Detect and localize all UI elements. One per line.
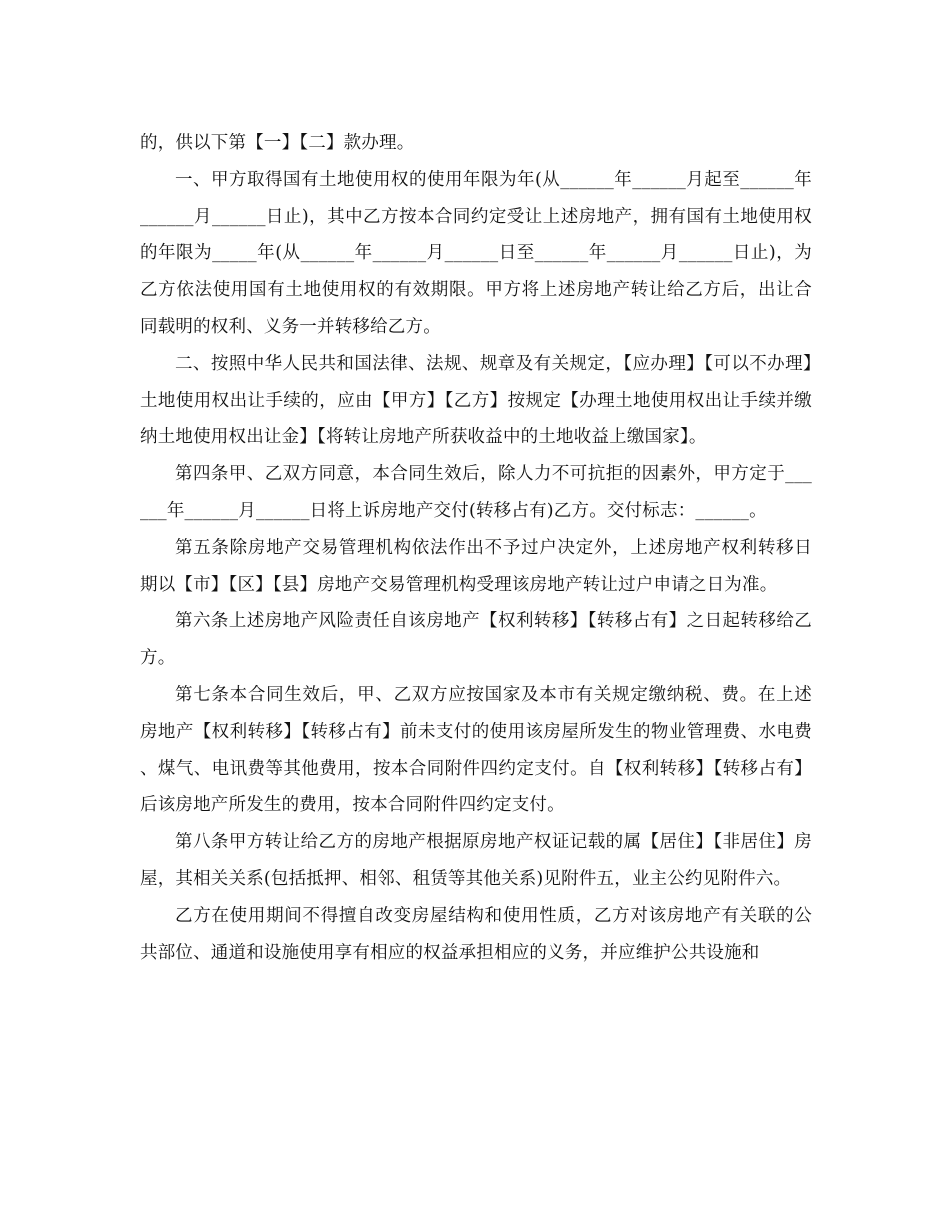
paragraph-buyer-obligations: 乙方在使用期间不得擅自改变房屋结构和使用性质，乙方对该房地产有关联的公共部位、通道和设施使用享有相应的权益承担相应的义务，并应维护公共设施和 <box>140 905 812 963</box>
contract-text-body <box>140 125 812 971</box>
paragraph-article-7: 第七条本合同生效后，甲、乙双方应按国家及本市有关规定缴纳税、费。在上述房地产【权利转移】【转移占有】前未支付的使用该房屋所发生的物业管理费、水电费、煤气、电讯费等其他费用，按本合同附件四约定支付。自【权利转移】【转移占有】后该房地产所发生的费用，按本合同附件四约定支付。 <box>140 684 812 816</box>
paragraph-article-4: 第四条甲、乙双方同意，本合同生效后，除人力不可抗拒的因素外，甲方定于______年______月______日将上诉房地产交付(转移占有)乙方。交付标志：______。 <box>140 464 812 521</box>
paragraph-land-transfer-procedure: 二、按照中华人民共和国法律、法规、规章及有关规定，【应办理】【可以不办理】土地使用权出让手续的，应由【甲方】【乙方】按规定【办理土地使用权出让手续并缴纳土地使用权出让金】【将转让房地产所获收益中的土地收益上缴国家】。 <box>140 353 812 448</box>
paragraph-continuation: 的，供以下第【一】【二】款办理。 <box>140 133 415 153</box>
paragraph-article-8: 第八条甲方转让给乙方的房地产根据原房地产权证记载的属【居住】【非居住】房屋，其相关关系(包括抵押、相邻、租赁等其他关系)见附件五，业主公约见附件六。 <box>140 832 812 889</box>
paragraph-land-use-term: 一、甲方取得国有土地使用权的使用年限为年(从______年______月起至______年______月______日止)，其中乙方按本合同约定受让上述房地产，拥有国有土地使用权的年限为_____年(从______年______月______日至______年______月______日止)，为乙方依法使用国有土地使用权的有效期限。甲方将上述房地产转让给乙方后，出让合同载明的权利、义务一并转移给乙方。 <box>140 169 812 337</box>
paragraph-article-5: 第五条除房地产交易管理机构依法作出不予过户决定外，上述房地产权利转移日期以【市】【区】【县】房地产交易管理机构受理该房地产转让过户申请之日为准。 <box>140 537 812 595</box>
paragraph-article-6: 第六条上述房地产风险责任自该房地产【权利转移】【转移占有】之日起转移给乙方。 <box>140 611 812 669</box>
